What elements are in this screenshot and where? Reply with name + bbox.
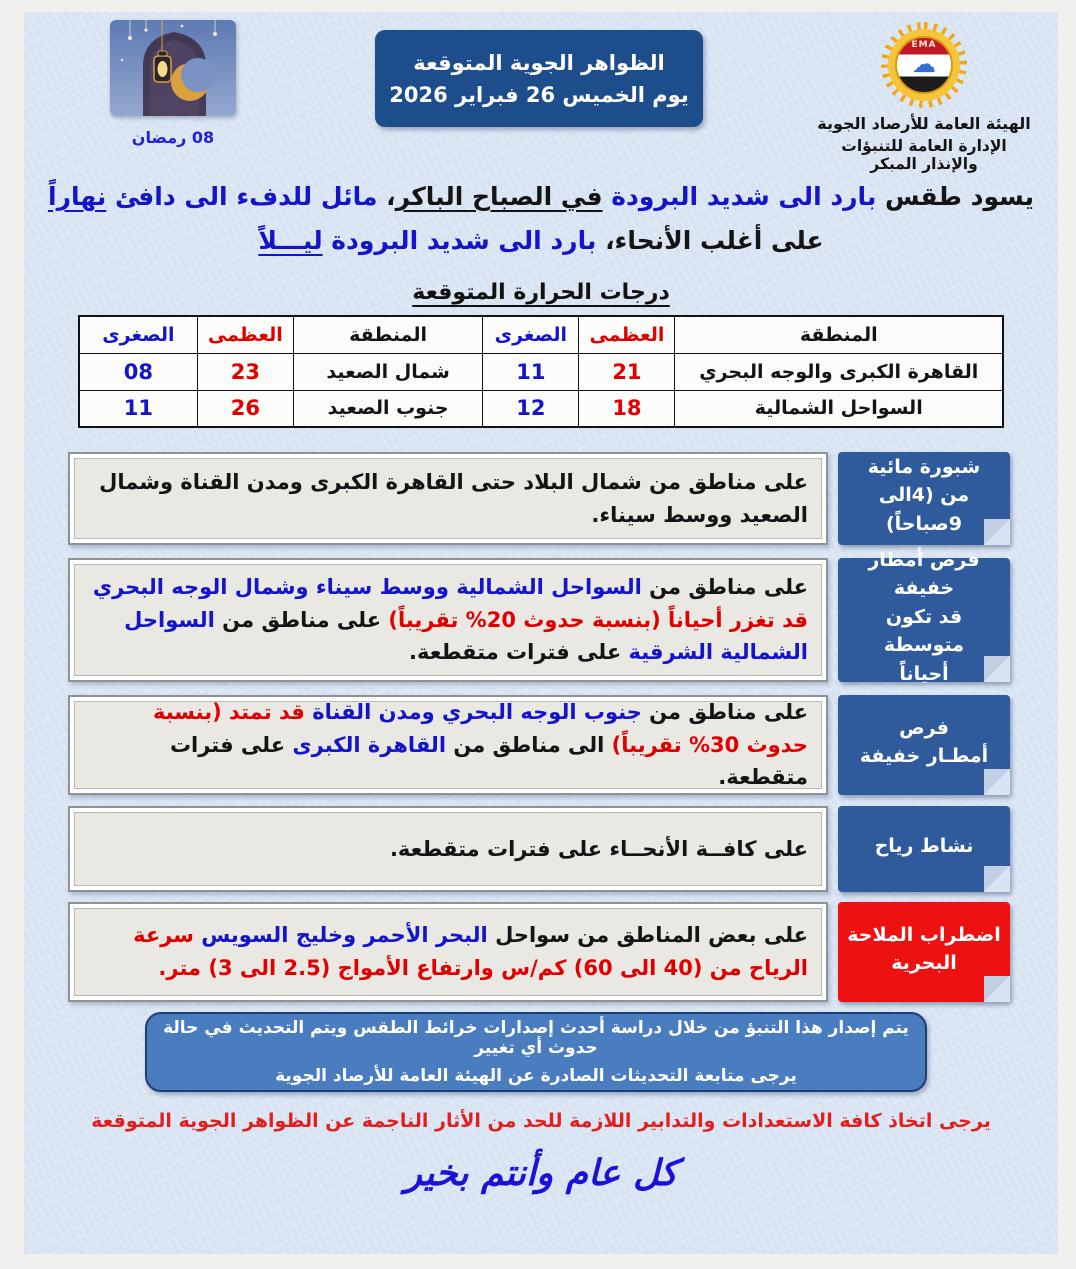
text-seg: على مناطق من xyxy=(641,700,808,725)
ramadan-day-label: 08 رمضان xyxy=(131,128,215,147)
col-header-max: العظمى xyxy=(197,316,293,353)
max-temp: 21 xyxy=(579,353,675,390)
headline-seg: ليـــلاً xyxy=(258,226,323,255)
max-temp: 26 xyxy=(197,390,293,427)
headline-seg: على أغلب الأنحاء، xyxy=(596,226,824,255)
forecast-note-box xyxy=(145,1012,927,1092)
section-text xyxy=(70,911,826,992)
table-row xyxy=(79,353,1003,390)
ramadan-illustration xyxy=(110,20,236,116)
col-header-min: الصغرى xyxy=(483,316,579,353)
section-marine-content xyxy=(68,902,828,1002)
ema-logo-block xyxy=(814,22,1034,173)
text-seg: على مناطق من xyxy=(641,575,808,600)
section-wind-label xyxy=(838,806,1010,892)
label-line: نشاط رياح xyxy=(874,834,974,857)
label-line: شبورة مائية xyxy=(867,455,981,478)
headline-line-2 xyxy=(24,219,1058,263)
max-temp: 23 xyxy=(197,353,293,390)
closing-greeting: كل عام وأنتم بخير xyxy=(404,1152,678,1194)
section-text xyxy=(70,825,826,874)
authority-name: الهيئة العامة للأرصاد الجوية xyxy=(817,114,1031,133)
section-text xyxy=(70,688,826,802)
text-seg: الى مناطق من xyxy=(446,732,605,757)
section-light-rain xyxy=(68,695,1010,795)
text-seg: قد تغزر أحياناً (بنسبة حدوث 20% تقريباً) xyxy=(381,607,808,632)
col-header-region: المنطقة xyxy=(293,316,482,353)
section-rain-north xyxy=(68,548,1010,685)
label-line: قد تكون متوسطة xyxy=(883,605,965,657)
region-name: القاهرة الكبرى والوجه البحري xyxy=(675,353,1003,390)
ema-emblem xyxy=(895,36,953,94)
label-line: اضطراب الملاحة xyxy=(847,923,1001,946)
headline-seg: مائل للدفء الى دافئ xyxy=(106,182,378,211)
label-line: أحياناً xyxy=(899,662,949,685)
section-fog xyxy=(68,452,1010,545)
table-title: درجات الحرارة المتوقعة xyxy=(412,280,670,305)
ramadan-lantern-image xyxy=(110,20,236,116)
section-marine-label xyxy=(838,902,1010,1002)
section-rain-north-label xyxy=(838,548,1010,685)
bulletin-page xyxy=(24,12,1058,1254)
text-seg: جنوب الوجه البحري ومدن القناة xyxy=(304,700,642,725)
text-seg: البحر الأحمر وخليج السويس xyxy=(193,923,488,948)
section-light-rain-label xyxy=(838,695,1010,795)
advisory-text: يرجى اتخاذ كافة الاستعدادات والتدابير اللازمة للحد من الأثار الناجمة عن الظواهر الجوية المتوقعة xyxy=(91,1110,991,1132)
col-header-min: الصغرى xyxy=(79,316,197,353)
section-text xyxy=(70,458,826,539)
organization-names xyxy=(814,114,1034,173)
note-line-1: يتم إصدار هذا التنبؤ من خلال دراسة أحدث إصدارات خرائط الطقس ويتم التحديث في حالة حدوث أي تغيير xyxy=(163,1018,909,1058)
table-header-row xyxy=(79,316,1003,353)
table-row xyxy=(79,390,1003,427)
col-header-region: المنطقة xyxy=(675,316,1003,353)
section-marine xyxy=(68,902,1010,1002)
text-seg: السواحل الشمالية ووسط سيناء وشمال الوجه البحري xyxy=(92,575,642,600)
temperature-table xyxy=(78,315,1004,428)
text-seg: سرعة الرياح من (40 الى 60) كم/س وارتفاع الأمواج (2.5 الى 3) متر. xyxy=(133,923,808,980)
text-seg: القاهرة الكبرى xyxy=(285,732,447,757)
headline-seg: بارد الى شديد البرودة xyxy=(322,226,597,255)
section-text xyxy=(70,563,826,677)
weather-headline xyxy=(24,175,1058,263)
bulletin-title: الظواهر الجوية المتوقعة xyxy=(413,50,665,75)
ema-sun-logo-icon xyxy=(881,22,967,108)
headline-seg: يسود طقس xyxy=(876,182,1034,211)
department-name: الإدارة العامة للتنبؤات والإنذار المبكر xyxy=(841,137,1007,173)
text-seg: على بعض المناطق من سواحل xyxy=(487,923,808,948)
label-line: البحرية xyxy=(891,952,957,974)
min-temp: 11 xyxy=(79,390,197,427)
col-header-max: العظمى xyxy=(579,316,675,353)
headline-line-1 xyxy=(24,175,1058,219)
headline-seg: نهاراً xyxy=(48,182,107,211)
section-light-rain-content xyxy=(68,695,828,795)
section-fog-content xyxy=(68,452,828,545)
text-seg: على كافــة الأنحــاء على فترات متقطعة. xyxy=(389,836,808,861)
bulletin-title-box xyxy=(375,30,703,127)
region-name: شمال الصعيد xyxy=(293,353,482,390)
bulletin-date: يوم الخميس 26 فبراير 2026 xyxy=(389,82,689,107)
label-line: من (4الى 9صباحاً) xyxy=(878,484,970,535)
headline-seg: ، xyxy=(377,182,396,211)
min-temp: 08 xyxy=(79,353,197,390)
text-seg: على مناطق من شمال البلاد حتى القاهرة الكبرى ومدن القناة وشمال الصعيد ووسط سيناء. xyxy=(99,469,808,527)
section-fog-label xyxy=(838,452,1010,545)
section-wind xyxy=(68,806,1010,892)
min-temp: 12 xyxy=(483,390,579,427)
section-wind-content xyxy=(68,806,828,892)
text-seg: على فترات متقطعة. xyxy=(169,732,808,790)
text-seg: السواحل الشمالية الشرقية xyxy=(124,607,808,665)
cloud-icon: ☁ xyxy=(912,50,936,78)
section-rain-north-content xyxy=(68,558,828,682)
region-name: جنوب الصعيد xyxy=(293,390,482,427)
ema-acronym: EMA xyxy=(911,40,937,50)
region-name: السواحل الشمالية xyxy=(675,390,1003,427)
text-seg: قد تمتد (بنسبة حدوث 30% تقريباً) xyxy=(153,700,808,757)
text-seg: على فترات متقطعة. xyxy=(409,640,622,665)
label-line: فرص xyxy=(899,716,949,739)
text-seg: على مناطق من xyxy=(214,607,382,632)
max-temp: 18 xyxy=(579,390,675,427)
note-line-2: يرجى متابعة التحديثات الصادرة عن الهيئة العامة للأرصاد الجوية xyxy=(275,1066,797,1086)
headline-seg: بارد الى شديد البرودة xyxy=(602,182,877,211)
label-line: أمطـار خفيفة xyxy=(859,745,989,767)
headline-seg: في الصباح الباكر xyxy=(395,182,603,211)
min-temp: 11 xyxy=(483,353,579,390)
label-line: فرص أمطار خفيفة xyxy=(868,548,980,600)
